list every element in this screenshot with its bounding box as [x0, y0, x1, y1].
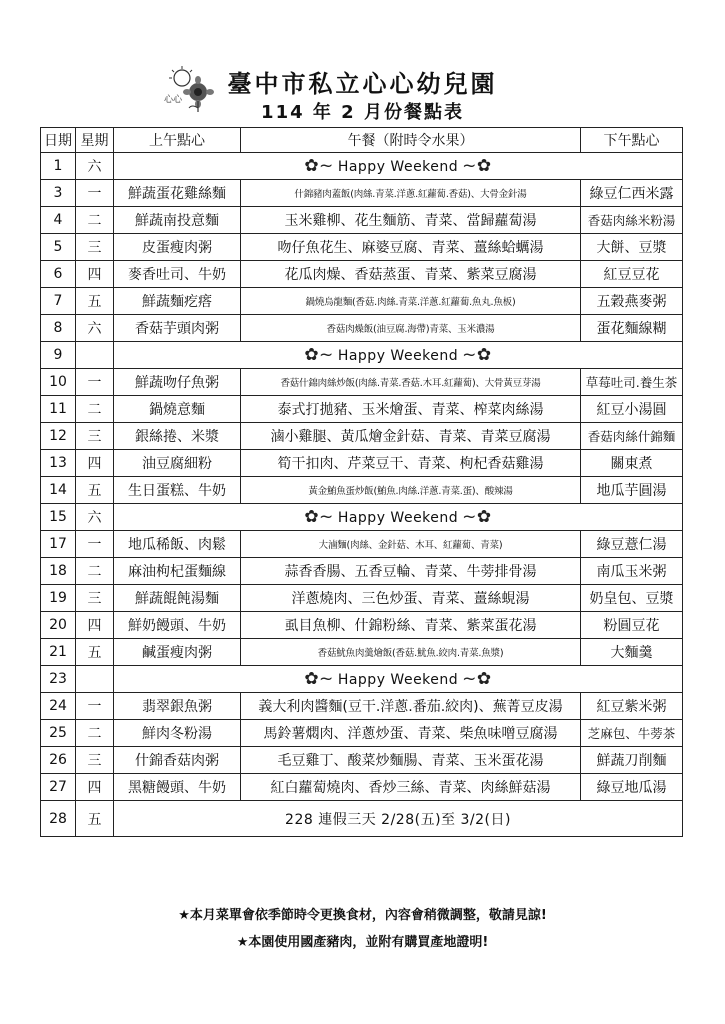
lunch-dishes: 毛豆雞丁、酸菜炒麵腸、青菜、玉米蛋花湯: [241, 747, 581, 774]
menu-header-row: [41, 128, 683, 153]
lunch-dishes: 洋蔥燒肉、三色炒蛋、青菜、薑絲蜆湯: [241, 585, 581, 612]
day-date: 8: [41, 315, 76, 342]
note-pork-origin: ★本園使用國產豬肉，並附有購買產地證明!: [236, 935, 489, 950]
menu-row: [41, 720, 683, 747]
day-date: 20: [41, 612, 76, 639]
lunch-dishes: 紅白蘿蔔燒肉、香炒三絲、青菜、肉絲鮮菇湯: [241, 774, 581, 801]
menu-row: [41, 585, 683, 612]
menu-row: [41, 315, 683, 342]
morning-snack: 麥香吐司、牛奶: [114, 261, 241, 288]
day-weekday: 五: [76, 801, 114, 837]
day-date: 28: [41, 801, 76, 837]
morning-snack: 鮮蔬吻仔魚粥: [114, 369, 241, 396]
morning-snack: 鍋燒意麵: [114, 396, 241, 423]
lunch-dishes: 香菇什錦肉絲炒飯(肉絲.青菜.香菇.木耳.紅蘿蔔)、大骨黃豆芽湯: [241, 369, 581, 396]
menu-row: [41, 396, 683, 423]
lunch-dishes: 鍋燒烏龍麵(香菇.肉絲.青菜.洋蔥.紅蘿蔔.魚丸.魚板): [241, 288, 581, 315]
day-weekday: 一: [76, 693, 114, 720]
lunch-dishes: 蒜香香腸、五香豆輪、青菜、牛蒡排骨湯: [241, 558, 581, 585]
lunch-dishes: 馬鈴薯燜肉、洋蔥炒蛋、青菜、柴魚味噌豆腐湯: [241, 720, 581, 747]
day-weekday: 一: [76, 180, 114, 207]
flower-icon: ✿~: [304, 156, 334, 176]
afternoon-snack: 綠豆地瓜湯: [581, 774, 683, 801]
day-weekday: 五: [76, 477, 114, 504]
lunch-dishes: 花瓜肉燥、香菇蒸蛋、青菜、紫菜豆腐湯: [241, 261, 581, 288]
day-date: 21: [41, 639, 76, 666]
morning-snack: 生日蛋糕、牛奶: [114, 477, 241, 504]
holiday-banner: 228 連假三天 2/28(五)至 3/2(日): [114, 801, 683, 837]
lunch-dishes: 義大利肉醬麵(豆干.洋蔥.番茄.絞肉)、蕪菁豆皮湯: [241, 693, 581, 720]
afternoon-snack: 紅豆紫米粥: [581, 693, 683, 720]
weekend-row: [41, 342, 683, 369]
day-date: 10: [41, 369, 76, 396]
day-weekday: 四: [76, 261, 114, 288]
day-weekday: 六: [76, 315, 114, 342]
flower-icon: ✿~: [304, 507, 334, 527]
day-date: 25: [41, 720, 76, 747]
morning-snack: 鮮蔬麵疙瘩: [114, 288, 241, 315]
school-name: 臺中市私立心心幼兒園: [227, 70, 498, 98]
weekend-banner: [114, 153, 683, 180]
menu-row: [41, 450, 683, 477]
morning-snack: 鮮蔬餛飩湯麵: [114, 585, 241, 612]
lunch-dishes: 滷小雞腿、黃瓜燴金針菇、青菜、青菜豆腐湯: [241, 423, 581, 450]
afternoon-snack: 草莓吐司.養生茶: [581, 369, 683, 396]
day-weekday: 二: [76, 558, 114, 585]
day-weekday: 三: [76, 234, 114, 261]
flower-icon: ✿~: [304, 345, 334, 365]
afternoon-snack: 鮮蔬刀削麵: [581, 747, 683, 774]
svg-text:心心: 心心: [164, 95, 183, 105]
afternoon-snack: 蛋花麵線糊: [581, 315, 683, 342]
day-weekday: 六: [76, 504, 114, 531]
lunch-dishes: 什錦豬肉蓋飯(肉絲.青菜.洋蔥.紅蘿蔔.香菇)、大骨金針湯: [241, 180, 581, 207]
weekend-text: Happy Weekend: [337, 159, 459, 175]
flower-icon: ~✿: [462, 669, 492, 689]
day-weekday: 五: [76, 288, 114, 315]
day-weekday: 三: [76, 585, 114, 612]
afternoon-snack: 香菇肉絲什錦麵: [581, 423, 683, 450]
flower-icon: ✿~: [304, 669, 334, 689]
menu-row: [41, 180, 683, 207]
day-date: 23: [41, 666, 76, 693]
lunch-dishes: 玉米雞柳、花生麵筋、青菜、當歸蘿蔔湯: [241, 207, 581, 234]
lunch-dishes: 香菇魷魚肉羹燴飯(香菇.魷魚.絞肉.青菜.魚漿): [241, 639, 581, 666]
day-date: 27: [41, 774, 76, 801]
day-weekday: [76, 342, 114, 369]
day-weekday: 二: [76, 207, 114, 234]
menu-body: [41, 153, 683, 837]
lunch-dishes: 吻仔魚花生、麻婆豆腐、青菜、薑絲蛤蠣湯: [241, 234, 581, 261]
morning-snack: 皮蛋瘦肉粥: [114, 234, 241, 261]
morning-snack: 地瓜稀飯、肉鬆: [114, 531, 241, 558]
weekend-row: [41, 666, 683, 693]
menu-row: [41, 423, 683, 450]
day-weekday: 四: [76, 612, 114, 639]
afternoon-snack: 紅豆豆花: [581, 261, 683, 288]
day-date: 15: [41, 504, 76, 531]
day-date: 19: [41, 585, 76, 612]
menu-table: [40, 127, 683, 837]
menu-row: [41, 369, 683, 396]
menu-row: [41, 207, 683, 234]
afternoon-snack: 綠豆仁西米露: [581, 180, 683, 207]
morning-snack: 鮮肉冬粉湯: [114, 720, 241, 747]
afternoon-snack: 紅豆小湯圓: [581, 396, 683, 423]
col-header-afternoon-snack: 下午點心: [581, 128, 683, 153]
afternoon-snack: 大麵羹: [581, 639, 683, 666]
day-weekday: 三: [76, 747, 114, 774]
afternoon-snack: 南瓜玉米粥: [581, 558, 683, 585]
day-date: 3: [41, 180, 76, 207]
lunch-dishes: 筍干扣肉、芹菜豆干、青菜、枸杞香菇雞湯: [241, 450, 581, 477]
afternoon-snack: 芝麻包、牛蒡茶: [581, 720, 683, 747]
menu-row: [41, 693, 683, 720]
morning-snack: 鮮奶饅頭、牛奶: [114, 612, 241, 639]
weekend-row: [41, 153, 683, 180]
day-date: 12: [41, 423, 76, 450]
morning-snack: 油豆腐細粉: [114, 450, 241, 477]
afternoon-snack: 奶皇包、豆漿: [581, 585, 683, 612]
day-date: 6: [41, 261, 76, 288]
note-seasonal: ★本月菜單會依季節時令更換食材，內容會稍微調整，敬請見諒!: [178, 908, 547, 923]
day-weekday: 五: [76, 639, 114, 666]
menu-title: 114 年 2 月份餐點表: [261, 102, 464, 123]
afternoon-snack: 地瓜芋圓湯: [581, 477, 683, 504]
lunch-dishes: 香菇肉燥飯(油豆腐.海帶)青菜、玉米濃湯: [241, 315, 581, 342]
morning-snack: 香菇芋頭肉粥: [114, 315, 241, 342]
afternoon-snack: 綠豆薏仁湯: [581, 531, 683, 558]
menu-row: [41, 774, 683, 801]
flower-icon: ~✿: [462, 345, 492, 365]
morning-snack: 黑糖饅頭、牛奶: [114, 774, 241, 801]
day-weekday: 四: [76, 774, 114, 801]
day-weekday: [76, 666, 114, 693]
afternoon-snack: 香菇肉絲米粉湯: [581, 207, 683, 234]
day-date: 13: [41, 450, 76, 477]
day-date: 9: [41, 342, 76, 369]
morning-snack: 鮮蔬蛋花雞絲麵: [114, 180, 241, 207]
weekend-text: Happy Weekend: [337, 348, 459, 364]
day-date: 7: [41, 288, 76, 315]
menu-row: [41, 531, 683, 558]
day-weekday: 六: [76, 153, 114, 180]
menu-row: [41, 558, 683, 585]
morning-snack: 銀絲捲、米漿: [114, 423, 241, 450]
morning-snack: 鹹蛋瘦肉粥: [114, 639, 241, 666]
flower-icon: ~✿: [462, 507, 492, 527]
weekend-banner: [114, 342, 683, 369]
menu-row: [41, 261, 683, 288]
day-date: 18: [41, 558, 76, 585]
day-date: 14: [41, 477, 76, 504]
day-date: 4: [41, 207, 76, 234]
day-weekday: 一: [76, 531, 114, 558]
weekend-banner: [114, 504, 683, 531]
day-date: 5: [41, 234, 76, 261]
lunch-dishes: 虱目魚柳、什錦粉絲、青菜、紫菜蛋花湯: [241, 612, 581, 639]
col-header-date: 日期: [41, 128, 76, 153]
afternoon-snack: 粉圓豆花: [581, 612, 683, 639]
morning-snack: 鮮蔬南投意麵: [114, 207, 241, 234]
afternoon-snack: 五穀燕麥粥: [581, 288, 683, 315]
lunch-dishes: 大滷麵(肉絲、金針菇、木耳、紅蘿蔔、青菜): [241, 531, 581, 558]
menu-row: [41, 234, 683, 261]
col-header-morning-snack: 上午點心: [114, 128, 241, 153]
day-weekday: 三: [76, 423, 114, 450]
day-date: 17: [41, 531, 76, 558]
morning-snack: 翡翠銀魚粥: [114, 693, 241, 720]
day-weekday: 二: [76, 396, 114, 423]
lunch-dishes: 泰式打拋豬、玉米燴蛋、青菜、榨菜肉絲湯: [241, 396, 581, 423]
day-weekday: 一: [76, 369, 114, 396]
menu-row: [41, 288, 683, 315]
lunch-dishes: 黃金鮪魚蛋炒飯(鮪魚.肉絲.洋蔥.青菜.蛋)、酸辣湯: [241, 477, 581, 504]
col-header-weekday: 星期: [76, 128, 114, 153]
weekend-banner: [114, 666, 683, 693]
flower-icon: ~✿: [462, 156, 492, 176]
morning-snack: 什錦香菇肉粥: [114, 747, 241, 774]
menu-row: [41, 612, 683, 639]
day-date: 24: [41, 693, 76, 720]
weekend-text: Happy Weekend: [337, 510, 459, 526]
afternoon-snack: 大餅、豆漿: [581, 234, 683, 261]
holiday-row: [41, 801, 683, 837]
day-date: 11: [41, 396, 76, 423]
weekend-row: [41, 504, 683, 531]
menu-row: [41, 747, 683, 774]
day-date: 26: [41, 747, 76, 774]
morning-snack: 麻油枸杞蛋麵線: [114, 558, 241, 585]
menu-row: [41, 477, 683, 504]
day-weekday: 四: [76, 450, 114, 477]
col-header-lunch: 午餐（附時令水果）: [241, 128, 581, 153]
afternoon-snack: 關東煮: [581, 450, 683, 477]
menu-row: [41, 639, 683, 666]
day-date: 1: [41, 153, 76, 180]
weekend-text: Happy Weekend: [337, 672, 459, 688]
day-weekday: 二: [76, 720, 114, 747]
